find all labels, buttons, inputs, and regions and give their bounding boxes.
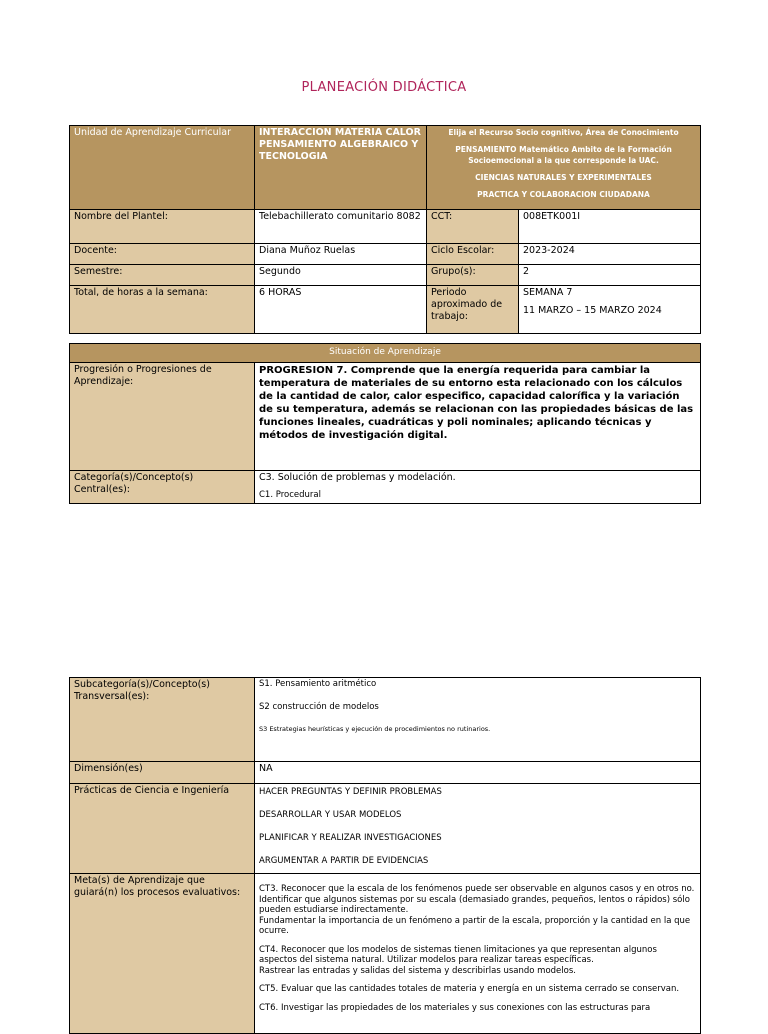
dimension-label: Dimensión(es) [70, 762, 255, 784]
situacion-header: Situación de Aprendizaje [70, 344, 701, 363]
header-table [69, 125, 701, 334]
docente-value: Diana Muñoz Ruelas [255, 244, 427, 265]
practica-item: ARGUMENTAR A PARTIR DE EVIDENCIAS [259, 856, 429, 866]
practica-item: PLANIFICAR Y REALIZAR INVESTIGACIONES [259, 833, 442, 843]
meta-text: Fundamentar la importancia de un fenómeno a partir de la escala, proporción y la cantidad en la que ocurre. [259, 915, 691, 936]
periodo-label: Periodo aproximado de trabajo: [427, 286, 519, 334]
meta-item [259, 945, 696, 977]
semestre-label: Semestre: [70, 265, 255, 286]
subcategoria-item: S2 construcción de modelos [259, 702, 379, 712]
progresion-value: PROGRESION 7. Comprende que la energía requerida para cambiar la temperatura de materiales de su entorno esta relacionado con los cálculos de la cantidad de calor, calor especifico, capacidad calorífica y la variación de su temperatura, además se relacionan con las propiedades básicas de las funciones lineales, cuadráticas y poli nominales; aplicando técnicas y métodos de investigación digital. [255, 363, 701, 471]
elija-line: Elija el Recurso Socio cognitivo, Área de Conocimiento [448, 128, 679, 137]
second-table [69, 677, 701, 1034]
horas-label: Total, de horas a la semana: [70, 286, 255, 334]
dimension-value: NA [255, 762, 701, 784]
elija-cell [427, 126, 701, 210]
plantel-label: Nombre del Plantel: [70, 210, 255, 244]
meta-item: CT6. Investigar las propiedades de los materiales y sus conexiones con las estructuras para [259, 1002, 651, 1013]
meta-label: Meta(s) de Aprendizaje que guiará(n) los procesos evaluativos: [70, 874, 255, 1034]
meta-text: CT3. Reconocer que la escala de los fenómenos puede ser observable en algunos casos y en otros no. Identificar que algunos sistemas por su escala (demasiado grandes, pequeños, lentos o rápidos) sólo pueden estudiarse indirectamente. [259, 884, 695, 915]
situacion-table [69, 343, 701, 504]
page-title: PLANEACIÓN DIDÁCTICA [301, 80, 467, 95]
semestre-value: Segundo [255, 265, 427, 286]
subcategoria-item: S3 Estrategias heurísticas y ejecución de procedimientos no rutinarios. [259, 725, 491, 733]
meta-item [259, 884, 696, 937]
grupo-value: 2 [519, 265, 701, 286]
practicas-label: Prácticas de Ciencia e Ingeniería [70, 784, 255, 874]
semana-text: SEMANA 7 [523, 287, 573, 298]
meta-text: Rastrear las entradas y salidas del sistema y describirlas usando modelos. [259, 965, 576, 976]
elija-line: PRACTICA Y COLABORACION CIUDADANA [477, 190, 650, 199]
periodo-value [519, 286, 701, 334]
meta-text: CT4. Reconocer que los modelos de sistemas tienen limitaciones ya que representan algunos aspectos del sistema natural. Utilizar modelos para realizar tareas específicas. [259, 944, 657, 965]
elija-line: CIENCIAS NATURALES Y EXPERIMENTALES [475, 173, 652, 182]
meta-value [255, 874, 701, 1034]
plantel-value: Telebachillerato comunitario 8082 [255, 210, 427, 244]
subcategoria-label: Subcategoría(s)/Concepto(s) Transversal(es): [70, 678, 255, 762]
subcategoria-item: S1. Pensamiento aritmético [259, 679, 377, 689]
practicas-value [255, 784, 701, 874]
elija-line: PENSAMIENTO Matemático Ambito de la Formación Socioemocional a la que corresponde la UAC. [455, 145, 672, 165]
categoria-label: Categoría(s)/Concepto(s) Central(es): [70, 471, 255, 504]
ciclo-value: 2023-2024 [519, 244, 701, 265]
categoria-item: C3. Solución de problemas y modelación. [259, 472, 456, 483]
horas-value: 6 HORAS [255, 286, 427, 334]
docente-label: Docente: [70, 244, 255, 265]
progresion-label: Progresión o Progresiones de Aprendizaje: [70, 363, 255, 471]
categoria-item: C1. Procedural [259, 490, 321, 500]
grupo-label: Grupo(s): [427, 265, 519, 286]
fechas-text: 11 MARZO – 15 MARZO 2024 [523, 305, 662, 316]
practica-item: DESARROLLAR Y USAR MODELOS [259, 810, 402, 820]
uac-label: Unidad de Aprendizaje Curricular [70, 126, 255, 210]
cct-label: CCT: [427, 210, 519, 244]
cct-value: 008ETK001I [519, 210, 701, 244]
practica-item: HACER PREGUNTAS Y DEFINIR PROBLEMAS [259, 787, 442, 797]
meta-item: CT5. Evaluar que las cantidades totales de materia y energía en un sistema cerrado se conservan. [259, 984, 680, 994]
ciclo-label: Ciclo Escolar: [427, 244, 519, 265]
categoria-value [255, 471, 701, 504]
uac-value: INTERACCION MATERIA CALOR PENSAMIENTO ALGEBRAICO Y TECNOLOGIA [255, 126, 427, 210]
subcategoria-value [255, 678, 701, 762]
